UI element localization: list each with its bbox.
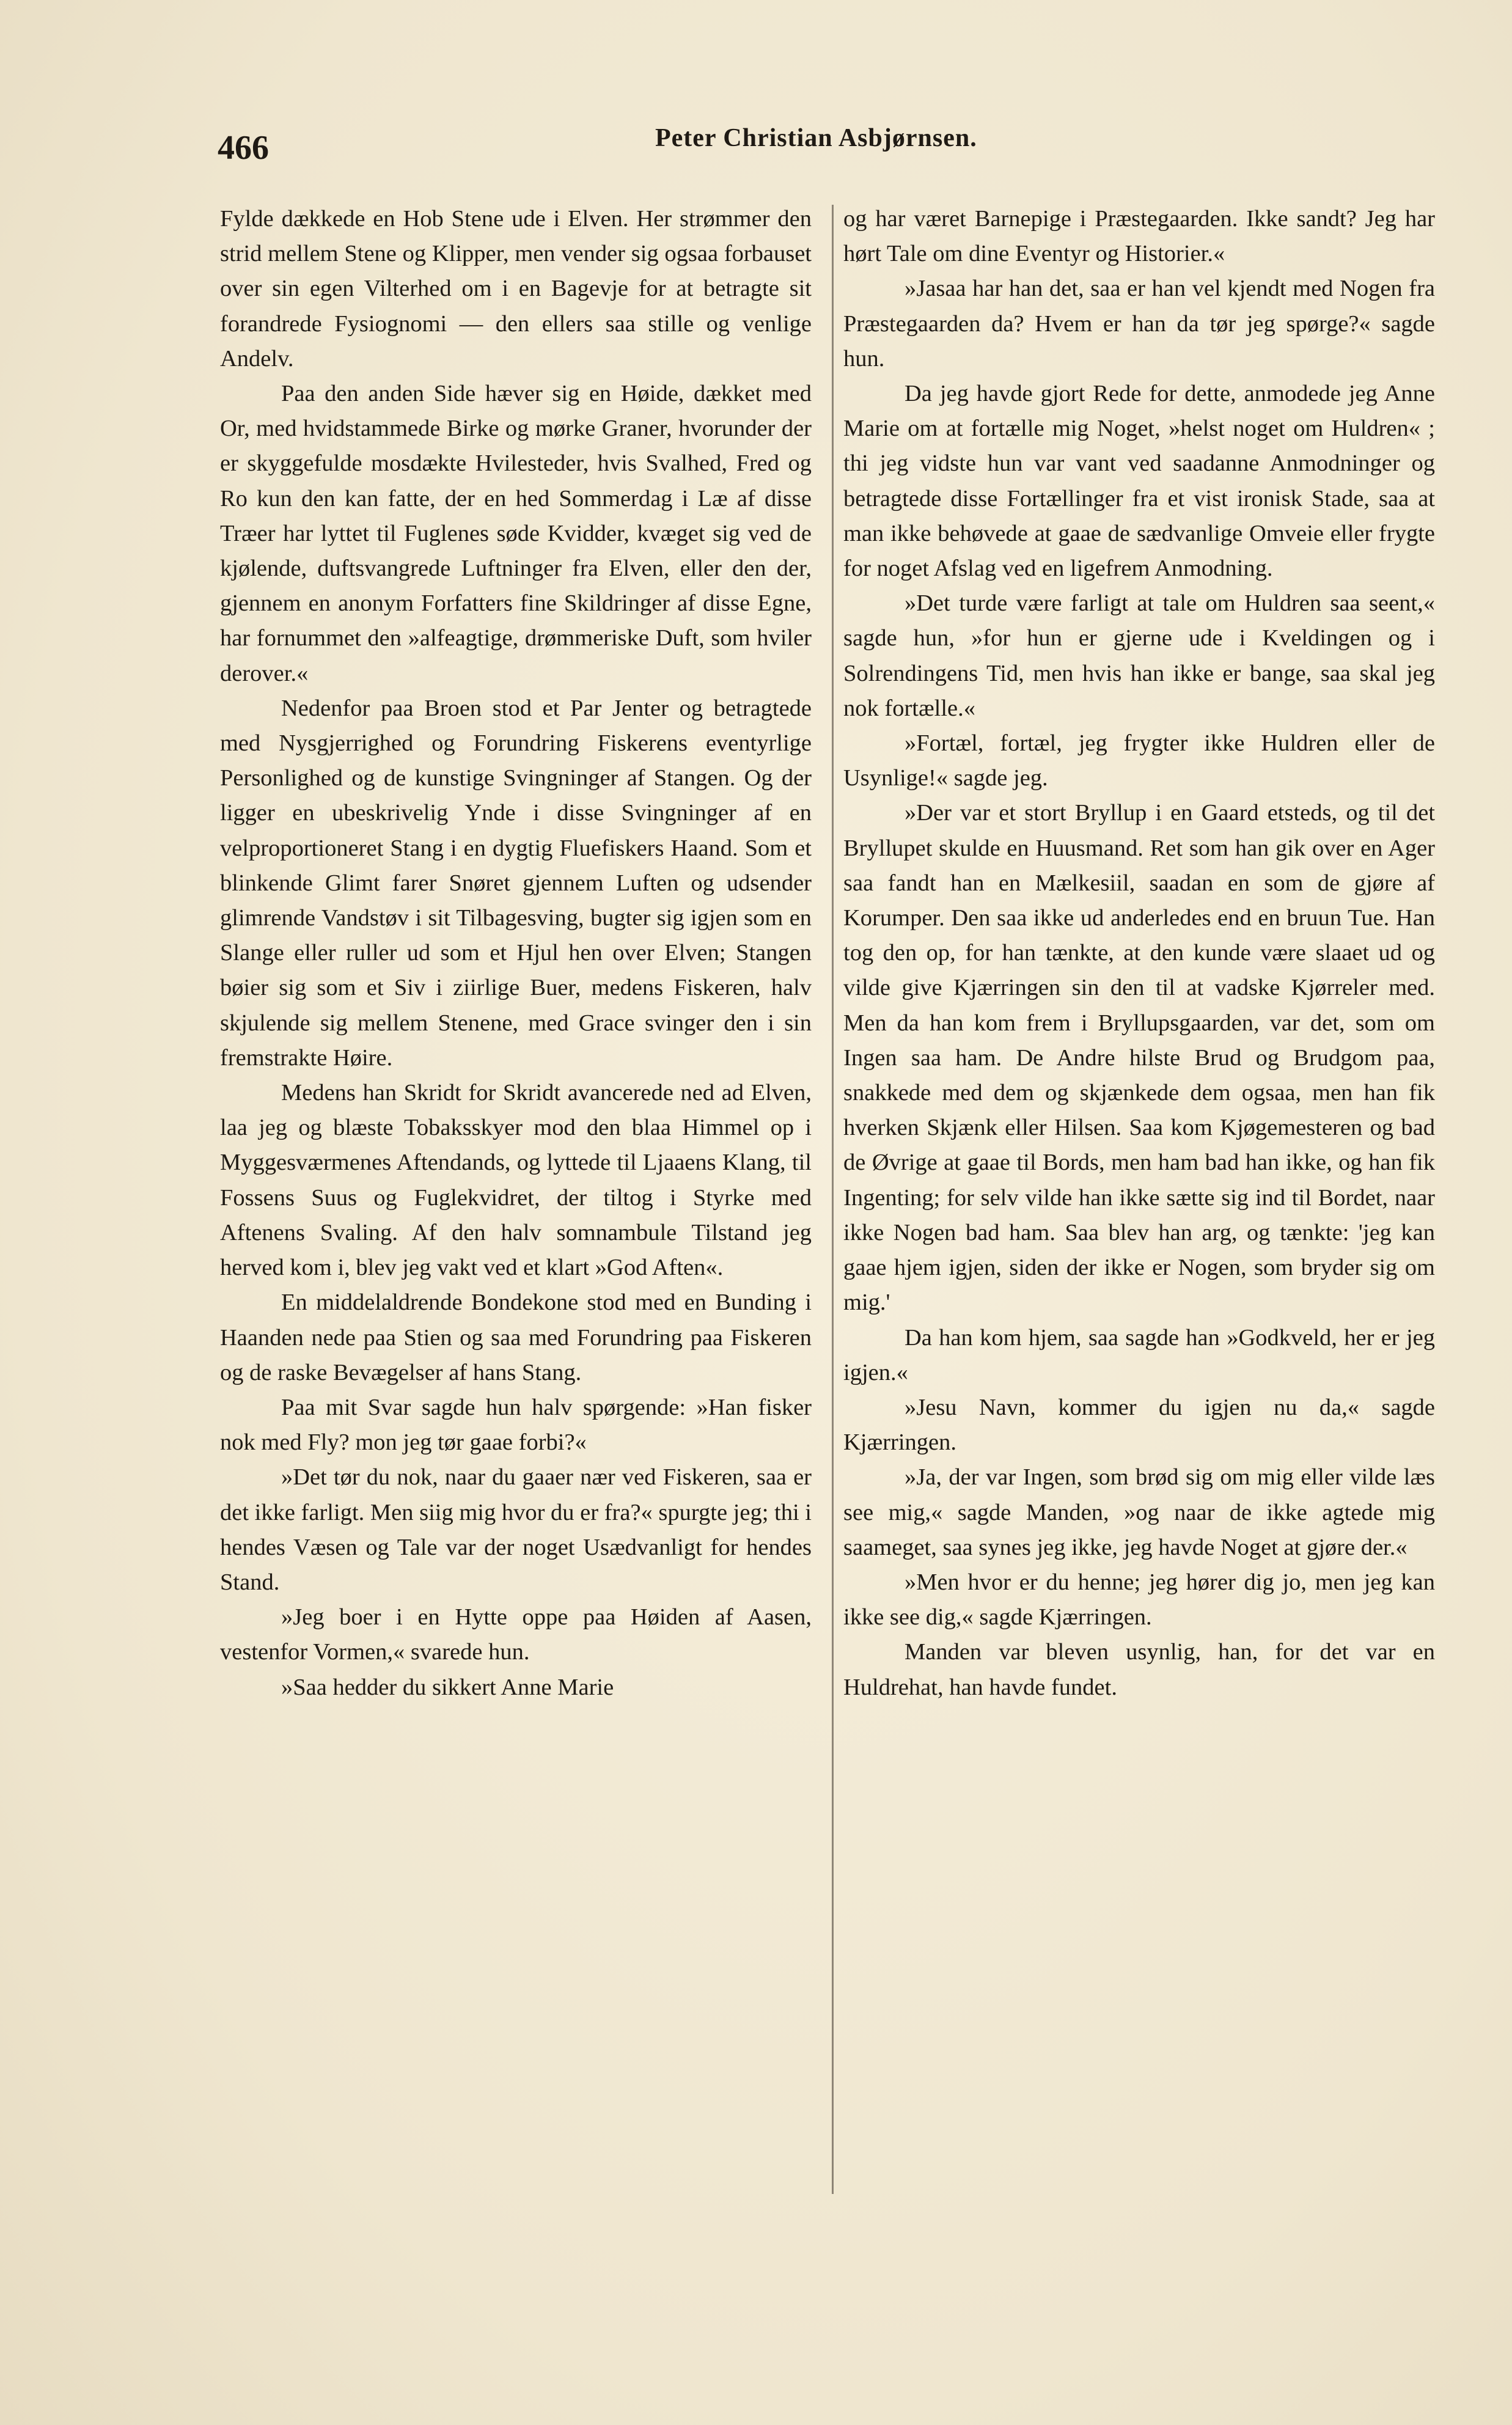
paragraph: Nedenfor paa Broen stod et Par Jenter og betragtede med Nysgjerrighed og Forundring Fiskerens eventyrlige Personlighed og de kunstige Svingninger af Stangen. Og der ligger en ubeskrivelig Ynde i disse Svingninger af en velproportioneret Stang i en dygtig Fluefiskers Haand. Som et blinkende Glimt farer Snøret gjennem Luften og udsender glimrende Vandstøv i sit Tilbagesving, bugter sig igjen som en Slange eller ruller ud som et Hjul hen over Elven; Stangen bøier sig som et Siv i ziirlige Buer, medens Fiskeren, halv skjulende sig mellem Stenene, med Grace svinger den i sin fremstrakte Høire.: [220, 695, 812, 1071]
paragraph: Da jeg havde gjort Rede for dette, anmodede jeg Anne Marie om at fortælle mig Noget, »helst noget om Huldren« ; thi jeg vidste hun var vant ved saadanne Anmodninger og betragtede disse Fortællinger fra et vist ironisk Stade, saa at man ikke behøvede at gaae de sædvanlige Omveie eller frygte for noget Afslag ved en ligefrem Anmodning.: [843, 381, 1435, 582]
paragraph: »Jesu Navn, kommer du igjen nu da,« sagde Kjærringen.: [843, 1394, 1435, 1456]
paragraph: »Men hvor er du henne; jeg hører dig jo, men jeg kan ikke see dig,« sagde Kjærringen.: [843, 1569, 1435, 1631]
paragraph: Fylde dækkede en Hob Stene ude i Elven. Her strømmer den strid mellem Stene og Klipper, men vender sig ogsaa forbauset over sin egen Vilterhed om i en Bagevje for at betragte sit forandrede Fysiognomi — den ellers saa stille og venlige Andelv.: [220, 206, 812, 372]
paragraph: »Fortæl, fortæl, jeg frygter ikke Huldren eller de Usynlige!« sagde jeg.: [843, 730, 1435, 791]
paragraph: Paa mit Svar sagde hun halv spørgende: »Han fisker nok med Fly? mon jeg tør gaae forbi?«: [220, 1394, 812, 1456]
left-column: [220, 202, 812, 1705]
paragraph: »Det turde være farligt at tale om Huldren saa seent,« sagde hun, »for hun er gjerne ude i Kveldingen og i Solrendingens Tid, men hvis han ikke er bange, saa skal jeg nok fortælle.«: [843, 590, 1435, 721]
paragraph: »Jasaa har han det, saa er han vel kjendt med Nogen fra Præstegaarden da? Hvem er han da tør jeg spørge?« sagde hun.: [843, 276, 1435, 372]
page-number: 466: [218, 129, 269, 167]
running-title: Peter Christian Asbjørnsen.: [655, 124, 977, 152]
paragraph: Manden var bleven usynlig, han, for det var en Huldrehat, han havde fundet.: [843, 1639, 1435, 1700]
paragraph: Medens han Skridt for Skridt avancerede ned ad Elven, laa jeg og blæste Tobaksskyer mod den blaa Himmel op i Myggesværmenes Aftendands, og lyttede til Ljaaens Klang, til Fossens Suus og Fuglekvidret, der tiltog i Styrke med Aftenens Svaling. Af den halv somnambule Tilstand jeg herved kom i, blev jeg vakt ved et klart »God Aften«.: [220, 1080, 812, 1281]
column-divider: [832, 205, 834, 2194]
right-column: [843, 202, 1435, 1705]
paragraph: »Det tør du nok, naar du gaaer nær ved Fiskeren, saa er det ikke farligt. Men siig mig hvor du er fra?« spurgte jeg; thi i hendes Væsen og Tale var der noget Usædvanligt for hendes Stand.: [220, 1464, 812, 1595]
paragraph: og har været Barnepige i Præstegaarden. Ikke sandt? Jeg har hørt Tale om dine Eventyr og Historier.«: [843, 206, 1435, 267]
paragraph: »Jeg boer i en Hytte oppe paa Høiden af Aasen, vestenfor Vormen,« svarede hun.: [220, 1604, 812, 1665]
paragraph: En middelaldrende Bondekone stod med en Bunding i Haanden nede paa Stien og saa med Forundring paa Fiskeren og de raske Bevægelser af hans Stang.: [220, 1290, 812, 1385]
paragraph: »Der var et stort Bryllup i en Gaard etsteds, og til det Bryllupet skulde en Huusmand. Ret som han gik over en Ager saa fandt han en Mælkesiil, saadan en som de gjøre af Korumper. Den saa ikke ud anderledes end en bruun Tue. Han tog den op, for han tænkte, at den kunde være slaaet ud og vilde give Kjærringen sin den til at vadske Kjørreler med. Men da han kom frem i Bryllupsgaarden, var det, som om Ingen saa ham. De Andre hilste Brud og Brudgom paa, snakkede med dem og skjænkede dem ogsaa, men han fik hverken Skjænk eller Hilsen. Saa kom Kjøgemesteren og bad de Øvrige at gaae til Bords, men ham bad han ikke, og han fik Ingenting; for selv vilde han ikke sætte sig ind til Bordet, naar ikke Nogen bad ham. Saa blev han arg, og tænkte: 'jeg kan gaae hjem igjen, siden der ikke er Nogen, som bryder sig om mig.': [843, 800, 1435, 1316]
paragraph: Paa den anden Side hæver sig en Høide, dækket med Or, med hvidstammede Birke og mørke Graner, hvorunder der er skyggefulde mosdækte Hvilesteder, hvis Svalhed, Fred og Ro kun den kan fatte, der en hed Sommerdag i Læ af disse Træer har lyttet til Fuglenes søde Kvidder, kvæget sig ved de kjølende, duftsvangrede Luftninger fra Elven, eller den der, gjennem en anonym Forfatters fine Skildringer af disse Egne, har fornummet den »alfeagtige, drømmeriske Duft, som hviler derover.«: [220, 381, 812, 686]
page-header: [218, 116, 1439, 171]
paragraph: Da han kom hjem, saa sagde han »Godkveld, her er jeg igjen.«: [843, 1324, 1435, 1385]
paragraph: »Saa hedder du sikkert Anne Marie: [281, 1674, 614, 1700]
paragraph: »Ja, der var Ingen, som brød sig om mig eller vilde læs see mig,« sagde Manden, »og naar de ikke agtede mig saameget, saa synes jeg ikke, jeg havde Noget at gjøre der.«: [843, 1464, 1435, 1560]
